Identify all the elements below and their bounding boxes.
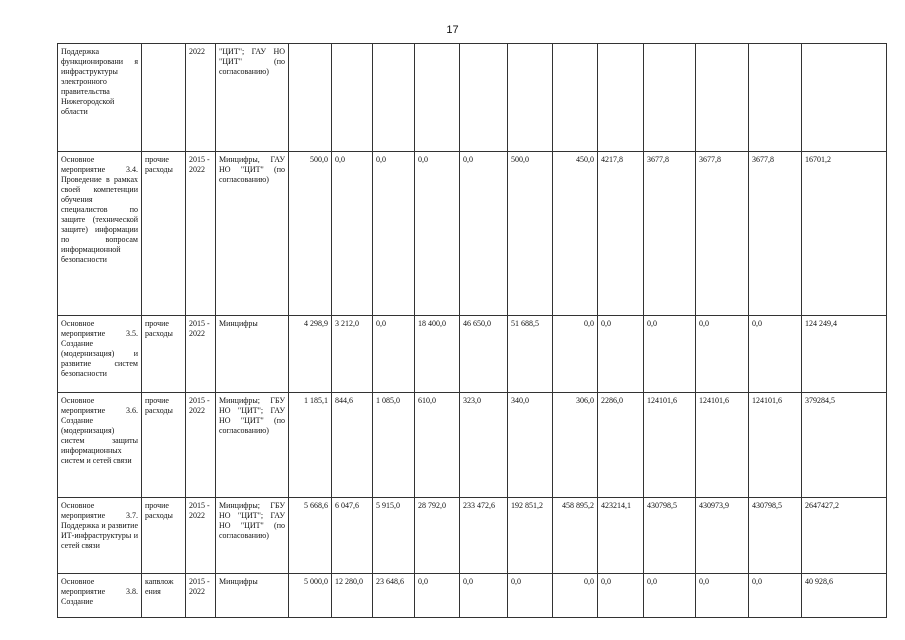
amount-cell: 430973,9 bbox=[696, 498, 749, 574]
table-row bbox=[58, 393, 887, 498]
amount-cell bbox=[644, 44, 696, 152]
executor-cell: Минцифры; ГБУ НО "ЦИТ"; ГАУ НО "ЦИТ" (по согласованию) bbox=[216, 393, 289, 498]
amount-cell: 844,6 bbox=[332, 393, 373, 498]
amount-cell: 340,0 bbox=[508, 393, 553, 498]
amount-cell: 0,0 bbox=[644, 574, 696, 618]
amount-cell: 46 650,0 bbox=[460, 316, 508, 393]
amount-cell: 2647427,2 bbox=[802, 498, 887, 574]
amount-cell: 5 000,0 bbox=[289, 574, 332, 618]
expense-type-cell: прочие расходы bbox=[142, 393, 186, 498]
amount-cell: 124 249,4 bbox=[802, 316, 887, 393]
amount-cell: 192 851,2 bbox=[508, 498, 553, 574]
expense-type-cell: капвлож ения bbox=[142, 574, 186, 618]
amount-cell bbox=[332, 44, 373, 152]
amount-cell: 458 895,2 bbox=[553, 498, 598, 574]
amount-cell: 0,0 bbox=[598, 316, 644, 393]
amount-cell: 0,0 bbox=[460, 574, 508, 618]
period-cell: 2015 - 2022 bbox=[186, 574, 216, 618]
activity-name-cell: Основное мероприятие 3.6. Создание (модернизация) систем защиты информационных систем и сетей связи bbox=[58, 393, 142, 498]
amount-cell bbox=[289, 44, 332, 152]
budget-table bbox=[57, 43, 887, 618]
expense-type-cell: прочие расходы bbox=[142, 316, 186, 393]
amount-cell bbox=[460, 44, 508, 152]
amount-cell: 12 280,0 bbox=[332, 574, 373, 618]
amount-cell: 430798,5 bbox=[749, 498, 802, 574]
amount-cell bbox=[802, 44, 887, 152]
amount-cell: 500,0 bbox=[289, 152, 332, 316]
activity-name-cell: Основное мероприятие 3.5. Создание (модернизация) и развитие систем безопасности bbox=[58, 316, 142, 393]
executor-cell: Минцифры; ГБУ НО "ЦИТ"; ГАУ НО "ЦИТ" (по согласованию) bbox=[216, 498, 289, 574]
amount-cell: 3677,8 bbox=[644, 152, 696, 316]
amount-cell: 5 668,6 bbox=[289, 498, 332, 574]
amount-cell: 3677,8 bbox=[749, 152, 802, 316]
table-row bbox=[58, 498, 887, 574]
amount-cell: 0,0 bbox=[749, 574, 802, 618]
period-cell: 2015 - 2022 bbox=[186, 393, 216, 498]
amount-cell: 423214,1 bbox=[598, 498, 644, 574]
expense-type-cell: прочие расходы bbox=[142, 498, 186, 574]
amount-cell: 3 212,0 bbox=[332, 316, 373, 393]
amount-cell: 1 085,0 bbox=[373, 393, 415, 498]
amount-cell: 0,0 bbox=[508, 574, 553, 618]
amount-cell: 0,0 bbox=[373, 316, 415, 393]
amount-cell: 2286,0 bbox=[598, 393, 644, 498]
amount-cell: 0,0 bbox=[415, 152, 460, 316]
amount-cell: 430798,5 bbox=[644, 498, 696, 574]
amount-cell: 124101,6 bbox=[696, 393, 749, 498]
amount-cell bbox=[415, 44, 460, 152]
table-row bbox=[58, 44, 887, 152]
expense-type-cell bbox=[142, 44, 186, 152]
period-cell: 2015 - 2022 bbox=[186, 152, 216, 316]
amount-cell: 6 047,6 bbox=[332, 498, 373, 574]
amount-cell: 0,0 bbox=[373, 152, 415, 316]
amount-cell: 233 472,6 bbox=[460, 498, 508, 574]
period-cell: 2015 - 2022 bbox=[186, 316, 216, 393]
period-cell: 2015 - 2022 bbox=[186, 498, 216, 574]
amount-cell: 4217,8 bbox=[598, 152, 644, 316]
table-row bbox=[58, 152, 887, 316]
amount-cell: 0,0 bbox=[696, 574, 749, 618]
amount-cell: 0,0 bbox=[553, 316, 598, 393]
amount-cell bbox=[508, 44, 553, 152]
amount-cell: 0,0 bbox=[696, 316, 749, 393]
amount-cell: 0,0 bbox=[415, 574, 460, 618]
activity-name-cell: Основное мероприятие 3.7. Поддержка и развитие ИТ-инфраструктуры и сетей связи bbox=[58, 498, 142, 574]
expense-type-cell: прочие расходы bbox=[142, 152, 186, 316]
executor-cell: "ЦИТ"; ГАУ НО "ЦИТ" (по согласованию) bbox=[216, 44, 289, 152]
amount-cell: 124101,6 bbox=[749, 393, 802, 498]
amount-cell: 40 928,6 bbox=[802, 574, 887, 618]
amount-cell bbox=[749, 44, 802, 152]
amount-cell bbox=[696, 44, 749, 152]
amount-cell: 500,0 bbox=[508, 152, 553, 316]
amount-cell: 23 648,6 bbox=[373, 574, 415, 618]
activity-name-cell: Основное мероприятие 3.8. Создание bbox=[58, 574, 142, 618]
page-number: 17 bbox=[446, 24, 459, 36]
amount-cell: 4 298,9 bbox=[289, 316, 332, 393]
amount-cell: 5 915,0 bbox=[373, 498, 415, 574]
activity-name-cell: Поддержка функционировани я инфраструктуры электронного правительства Нижегородской области bbox=[58, 44, 142, 152]
amount-cell: 379284,5 bbox=[802, 393, 887, 498]
amount-cell: 450,0 bbox=[553, 152, 598, 316]
amount-cell: 0,0 bbox=[749, 316, 802, 393]
amount-cell: 51 688,5 bbox=[508, 316, 553, 393]
activity-name-cell: Основное мероприятие 3.4. Проведение в рамках своей компетенции обучения специалистов по защите (технической защите) информации по вопросам информационной безопасности bbox=[58, 152, 142, 316]
amount-cell bbox=[598, 44, 644, 152]
amount-cell bbox=[373, 44, 415, 152]
amount-cell: 16701,2 bbox=[802, 152, 887, 316]
executor-cell: Минцифры bbox=[216, 316, 289, 393]
amount-cell: 0,0 bbox=[460, 152, 508, 316]
amount-cell: 3677,8 bbox=[696, 152, 749, 316]
amount-cell: 0,0 bbox=[644, 316, 696, 393]
table-row bbox=[58, 316, 887, 393]
amount-cell bbox=[553, 44, 598, 152]
amount-cell: 18 400,0 bbox=[415, 316, 460, 393]
amount-cell: 28 792,0 bbox=[415, 498, 460, 574]
amount-cell: 0,0 bbox=[332, 152, 373, 316]
executor-cell: Минцифры bbox=[216, 574, 289, 618]
amount-cell: 0,0 bbox=[598, 574, 644, 618]
amount-cell: 1 185,1 bbox=[289, 393, 332, 498]
amount-cell: 610,0 bbox=[415, 393, 460, 498]
executor-cell: Минцифры, ГАУ НО "ЦИТ" (по согласованию) bbox=[216, 152, 289, 316]
period-cell: 2022 bbox=[186, 44, 216, 152]
amount-cell: 323,0 bbox=[460, 393, 508, 498]
table-row bbox=[58, 574, 887, 618]
amount-cell: 306,0 bbox=[553, 393, 598, 498]
amount-cell: 124101,6 bbox=[644, 393, 696, 498]
amount-cell: 0,0 bbox=[553, 574, 598, 618]
